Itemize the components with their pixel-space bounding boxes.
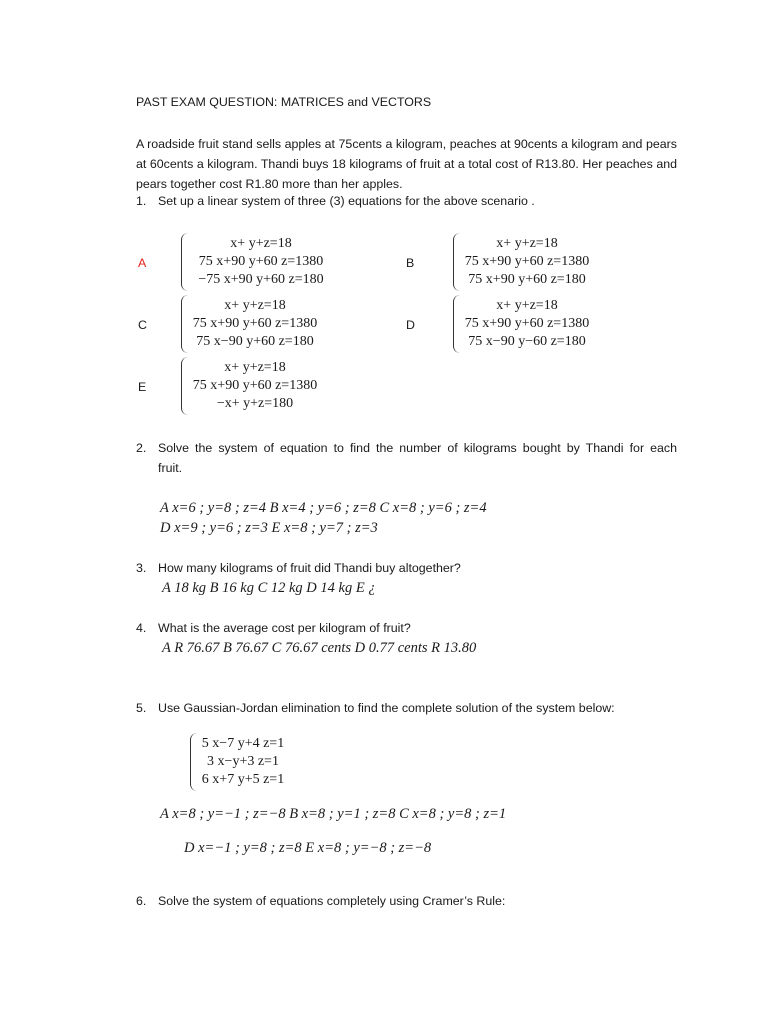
q2-text-line1: Solve the system of equation to find the number of kilograms bought by Thandi for each (158, 441, 677, 455)
equation: −75 x+90 y+60 z=180 (198, 272, 324, 287)
equation: 75 x+90 y+60 z=1380 (464, 254, 590, 269)
q1-option-b-label: B (406, 256, 415, 270)
q3-answers: A 18 kg B 16 kg C 12 kg D 14 kg E ¿ (162, 580, 376, 596)
q5-answers-line2: D x=−1 ; y=8 ; z=8 E x=8 ; y=−8 ; z=−8 (184, 840, 432, 856)
q5-number: 5. (136, 701, 147, 715)
q1-option-d-system (456, 297, 598, 351)
q4-number: 4. (136, 621, 147, 635)
q5-text: Use Gaussian-Jordan elimination to find the complete solution of the system below: (158, 701, 615, 715)
equation: 75 x+90 y+60 z=1380 (198, 254, 324, 269)
q5-system (194, 735, 292, 789)
q6-text: Solve the system of equations completely using Cramer’s Rule: (158, 894, 506, 908)
q3-number: 3. (136, 561, 147, 575)
q5-answers-line1: A x=8 ; y=−1 ; z=−8 B x=8 ; y=1 ; z=8 C x=8 ; y=8 ; z=1 (160, 806, 507, 822)
q2-number: 2. (136, 441, 147, 455)
q1-number: 1. (136, 194, 147, 208)
q1-option-a-label: A (138, 256, 147, 270)
equation: x+ y+z=18 (224, 360, 286, 375)
q1-option-e-system (184, 359, 326, 413)
equation: 3 x−y+3 z=1 (207, 754, 279, 769)
equation: 75 x−90 y−60 z=180 (468, 334, 586, 349)
q1-option-c-system (184, 297, 326, 351)
equation: 75 x+90 y+60 z=1380 (192, 316, 318, 331)
q2-text-line2: fruit. (158, 461, 183, 475)
equation: 5 x−7 y+4 z=1 (201, 736, 285, 751)
q2-answers-line2: D x=9 ; y=6 ; z=3 E x=8 ; y=7 ; z=3 (160, 520, 378, 536)
equation: x+ y+z=18 (496, 298, 558, 313)
equation: x+ y+z=18 (224, 298, 286, 313)
q2-answers-line1: A x=6 ; y=8 ; z=4 B x=4 ; y=6 ; z=8 C x=8 ; y=6 ; z=4 (160, 500, 487, 516)
equation: x+ y+z=18 (230, 236, 292, 251)
q1-option-c-label: C (138, 318, 147, 332)
equation: x+ y+z=18 (496, 236, 558, 251)
q1-option-a-system (186, 235, 336, 289)
page-title: PAST EXAM QUESTION: MATRICES and VECTORS (136, 95, 432, 109)
q4-text: What is the average cost per kilogram of fruit? (158, 621, 411, 635)
equation: 75 x+90 y+60 z=1380 (192, 378, 318, 393)
equation: 6 x+7 y+5 z=1 (201, 772, 285, 787)
q1-option-d-label: D (406, 318, 415, 332)
q6-number: 6. (136, 894, 147, 908)
equation: 75 x+90 y+60 z=1380 (464, 316, 590, 331)
intro-paragraph: A roadside fruit stand sells apples at 75cents a kilogram, peaches at 90cents a kilogram and pears at 60cents a kilogram. Thandi buys 18 kilograms of fruit at a total cost of R13.80. Her peaches and pears together cost R1.80 more than her apples. (136, 137, 677, 191)
equation: −x+ y+z=180 (216, 396, 294, 411)
equation: 75 x−90 y+60 z=180 (196, 334, 314, 349)
q1-option-b-system (456, 235, 598, 289)
q3-text: How many kilograms of fruit did Thandi buy altogether? (158, 561, 461, 575)
equation: 75 x+90 y+60 z=180 (468, 272, 586, 287)
q1-option-e-label: E (138, 380, 147, 394)
q1-text: Set up a linear system of three (3) equations for the above scenario . (158, 194, 535, 208)
q4-answers: A R 76.67 B 76.67 C 76.67 cents D 0.77 cents R 13.80 (162, 640, 477, 656)
